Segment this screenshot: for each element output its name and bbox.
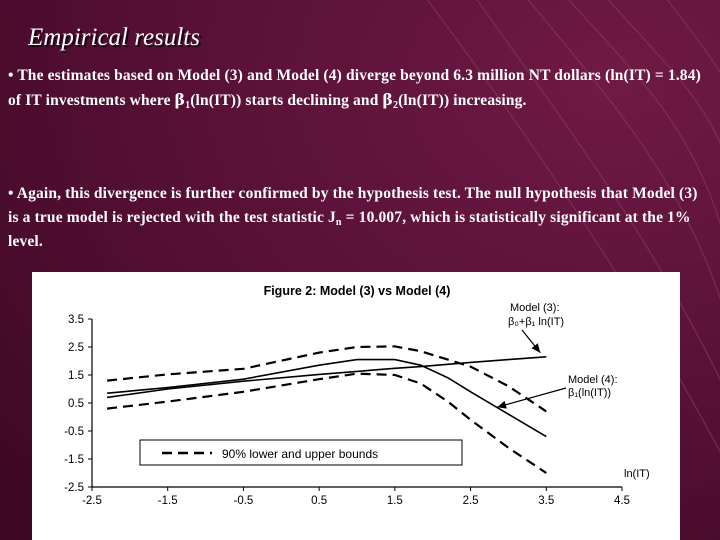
y-tick-label: 0.5	[68, 398, 84, 410]
bullet-1-text-a: • The estimates based on Model (3) and Model (4) diverge beyond 6.3 million NT dollars (ln(IT) = 1.84) of IT investments where	[8, 67, 701, 109]
bullet-2-text-a: • Again, this divergence is further confirmed by the hypothesis test. The null hypothesis that Model (3) is a true model is rejected with the test statistic J	[8, 185, 698, 226]
bullet-paragraph-2	[8, 182, 710, 254]
model3-annotation	[508, 302, 564, 353]
x-tick-label: 3.5	[538, 495, 555, 507]
y-tick-label: 2.5	[68, 342, 84, 354]
slide-title: Empirical results	[28, 24, 200, 51]
beta-subscript: 2	[392, 100, 399, 111]
x-tick-label: -1.5	[157, 495, 178, 507]
x-tick-label: -0.5	[233, 495, 254, 507]
x-tick-label: 4.5	[614, 495, 630, 507]
series-line-1	[107, 357, 546, 398]
x-tick-label: 0.5	[311, 495, 328, 507]
model4-arrow	[497, 388, 566, 407]
figure-title: Figure 2: Model (3) vs Model (4)	[263, 284, 451, 298]
y-tick-label: 1.5	[68, 370, 84, 382]
beta-symbol: β	[174, 90, 186, 109]
y-tick-label: 3.5	[68, 314, 84, 326]
bullet-2-text-b: = 10.007, which is statistically significant at the 1% level.	[8, 209, 691, 250]
line-chart	[32, 272, 680, 540]
model3-arrow-head	[532, 343, 541, 353]
figure-panel	[32, 272, 680, 540]
x-axis-label: ln(IT)	[624, 468, 650, 480]
jn-subscript: n	[335, 217, 342, 228]
y-tick-label: -2.5	[64, 482, 84, 494]
beta-symbol: β	[382, 90, 393, 109]
bullet-1-text-b: (ln(IT)) starts declining and	[190, 92, 383, 109]
model4-annotation-line1: Model (4):	[568, 374, 618, 386]
chart-legend	[140, 440, 462, 465]
model3-annotation-line1: Model (3):	[510, 302, 560, 314]
legend-label: 90% lower and upper bounds	[222, 447, 379, 461]
bullet-1-text-c: (ln(IT)) increasing.	[398, 92, 527, 109]
y-tick-label: -1.5	[64, 454, 84, 466]
x-tick-label: 1.5	[386, 495, 403, 507]
model3-annotation-line2: β₀+β₁ ln(IT)	[508, 316, 565, 328]
model4-annotation-line2: β₁(ln(IT))	[568, 387, 612, 399]
bullet-paragraph-1	[8, 64, 710, 113]
series-line-2	[107, 360, 546, 437]
x-tick-label: -2.5	[82, 495, 102, 507]
beta-subscript: 1	[185, 100, 191, 111]
x-tick-label: 2.5	[462, 495, 479, 507]
y-tick-label: -0.5	[64, 426, 84, 438]
